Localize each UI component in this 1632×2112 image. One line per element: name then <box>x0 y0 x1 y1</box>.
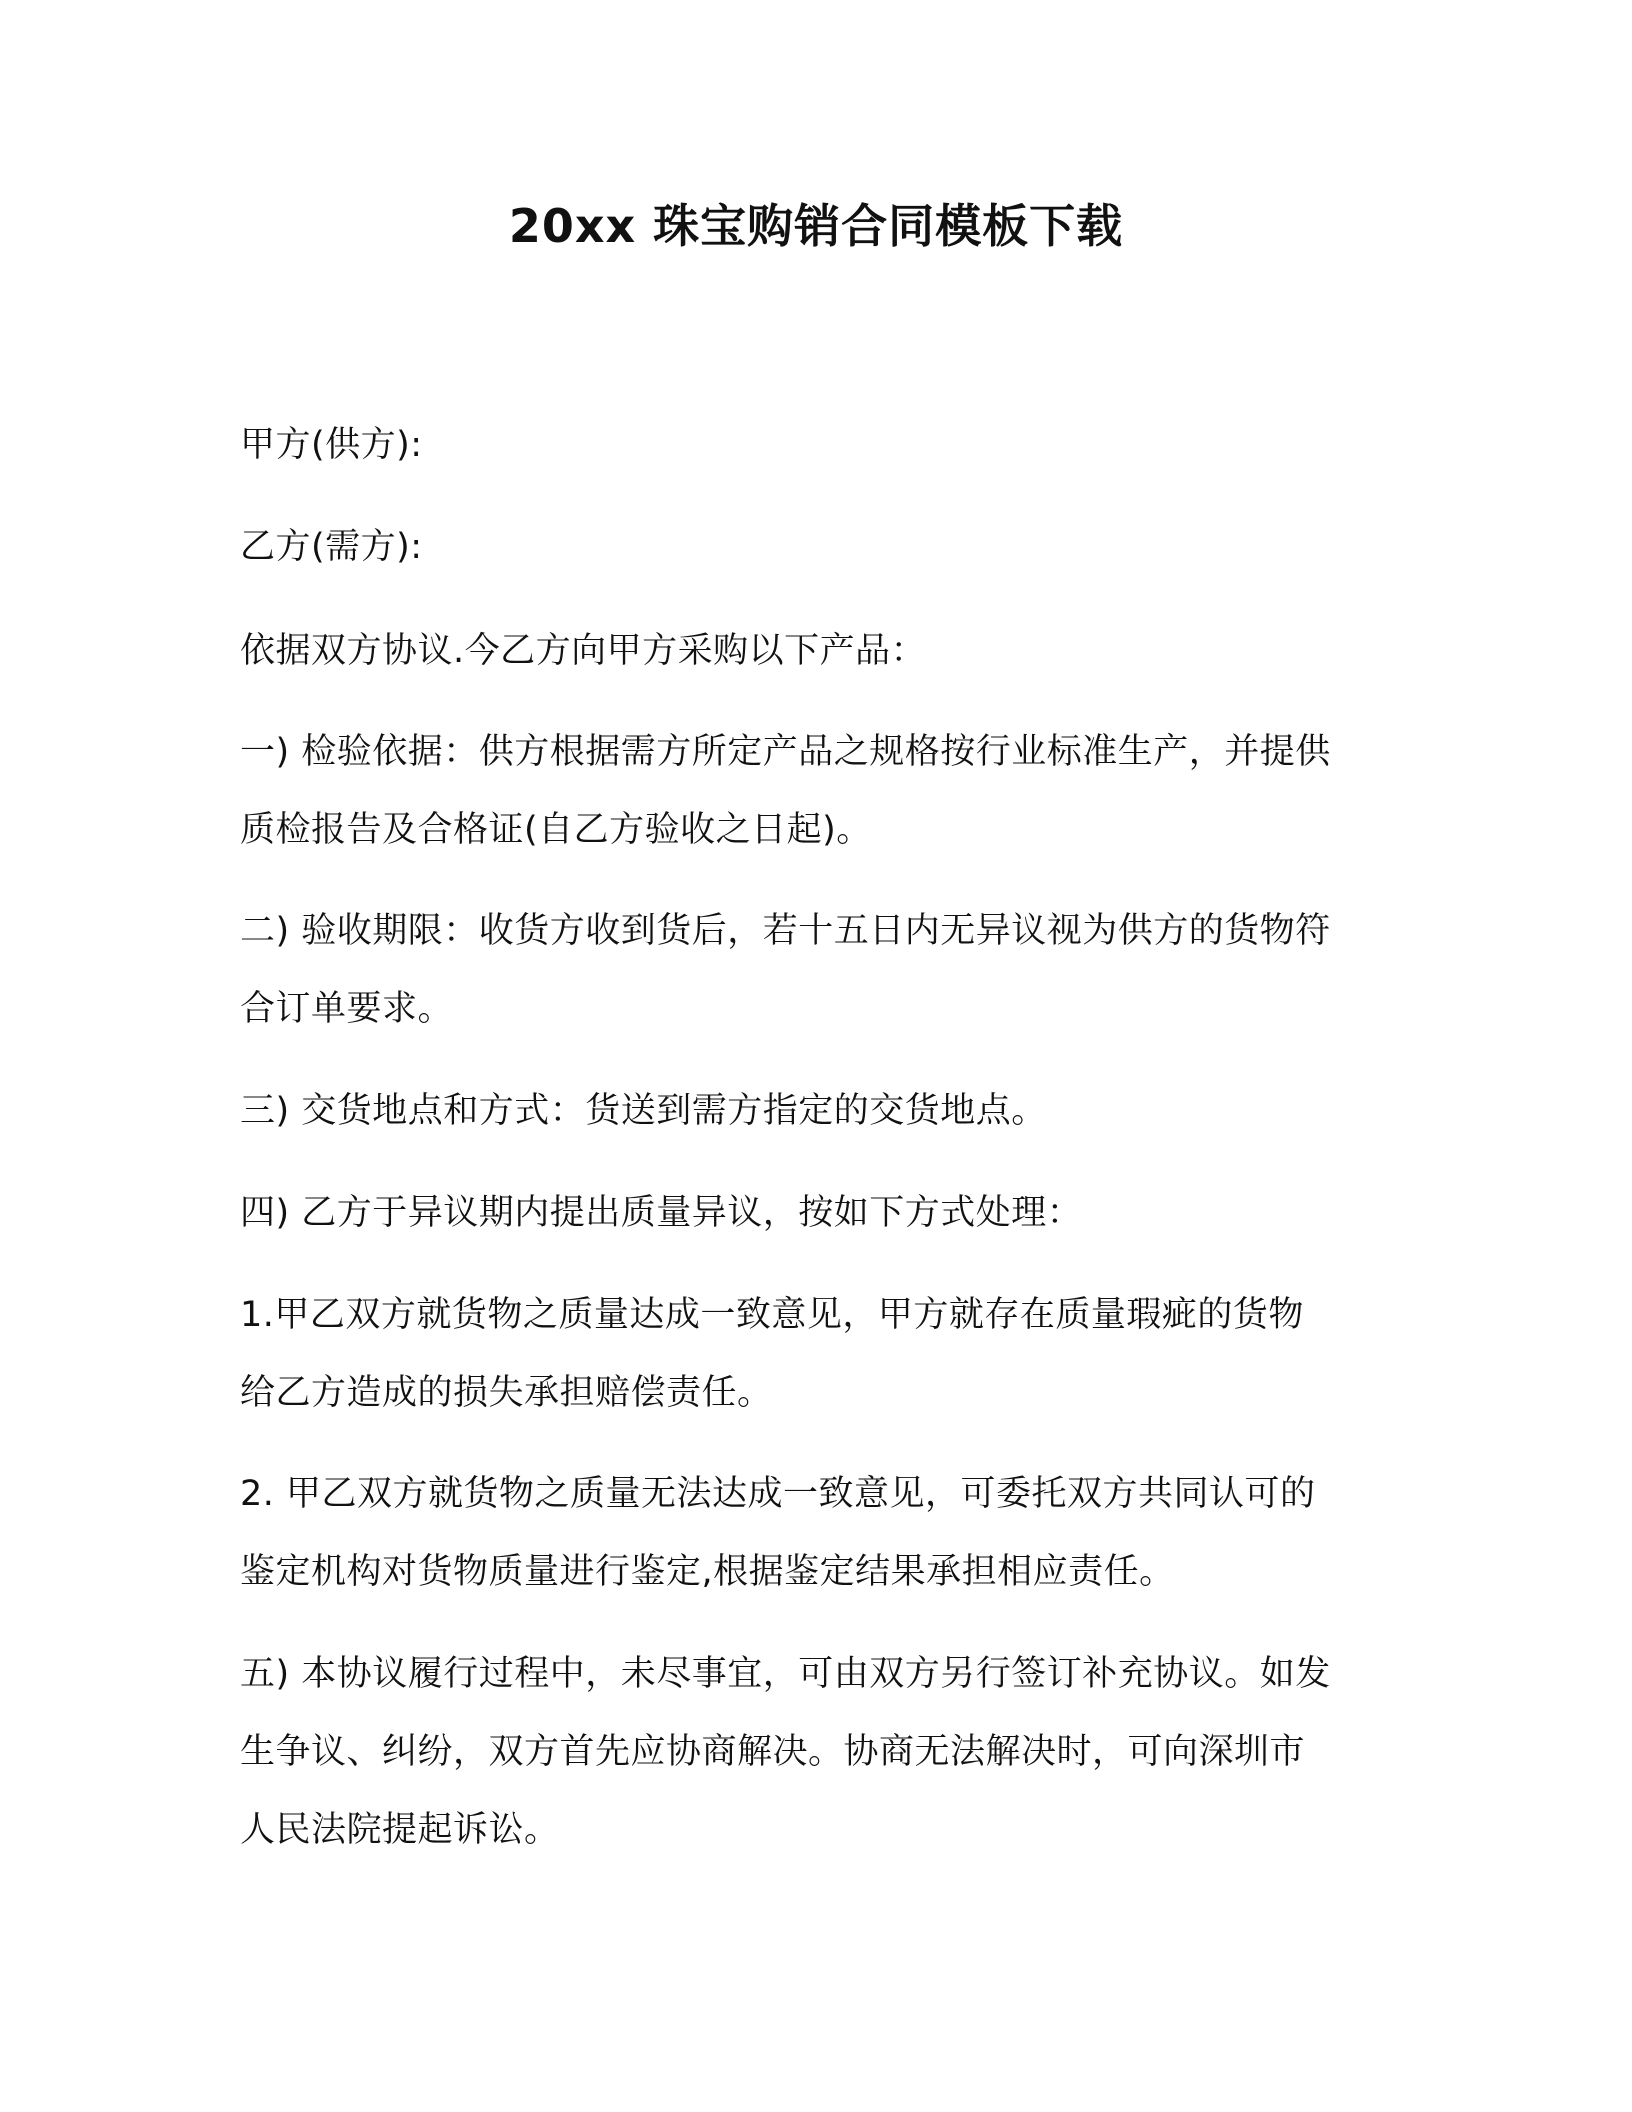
clause-4-item-1-line-1: 1.甲乙双方就货物之质量达成一致意见，甲方就存在质量瑕疵的货物 <box>240 1295 1304 1335</box>
party-a-line: 甲方(供方): <box>240 425 423 465</box>
party-b-line: 乙方(需方): <box>240 527 423 567</box>
clause-4-item-1-line-2: 给乙方造成的损失承担赔偿责任。 <box>240 1373 773 1413</box>
clause-4-line: 四) 乙方于异议期内提出质量异议，按如下方式处理： <box>240 1193 1083 1233</box>
clause-2-line-1: 二) 验收期限：收货方收到货后，若十五日内无异议视为供方的货物符 <box>240 911 1331 951</box>
clause-5-line-2: 生争议、纠纷，双方首先应协商解决。协商无法解决时，可向深圳市 <box>240 1732 1306 1772</box>
clause-4-item-2-line-2: 鉴定机构对货物质量进行鉴定,根据鉴定结果承担相应责任。 <box>240 1552 1175 1592</box>
document-title: 20xx 珠宝购销合同模板下载 <box>508 199 1124 253</box>
clause-4-item-2-line-1: 2. 甲乙双方就货物之质量无法达成一致意见，可委托双方共同认可的 <box>240 1474 1316 1514</box>
clause-2-line-2: 合订单要求。 <box>240 989 454 1029</box>
clause-3-line: 三) 交货地点和方式：货送到需方指定的交货地点。 <box>240 1091 1047 1131</box>
clause-5-line-3: 人民法院提起诉讼。 <box>240 1810 560 1850</box>
intro-line: 依据双方协议.今乙方向甲方采购以下产品： <box>240 631 927 671</box>
clause-1-line-2: 质检报告及合格证(自乙方验收之日起)。 <box>240 810 872 850</box>
clause-5-line-1: 五) 本协议履行过程中，未尽事宜，可由双方另行签订补充协议。如发 <box>240 1654 1331 1694</box>
clause-1-line-1: 一) 检验依据：供方根据需方所定产品之规格按行业标准生产，并提供 <box>240 732 1331 772</box>
